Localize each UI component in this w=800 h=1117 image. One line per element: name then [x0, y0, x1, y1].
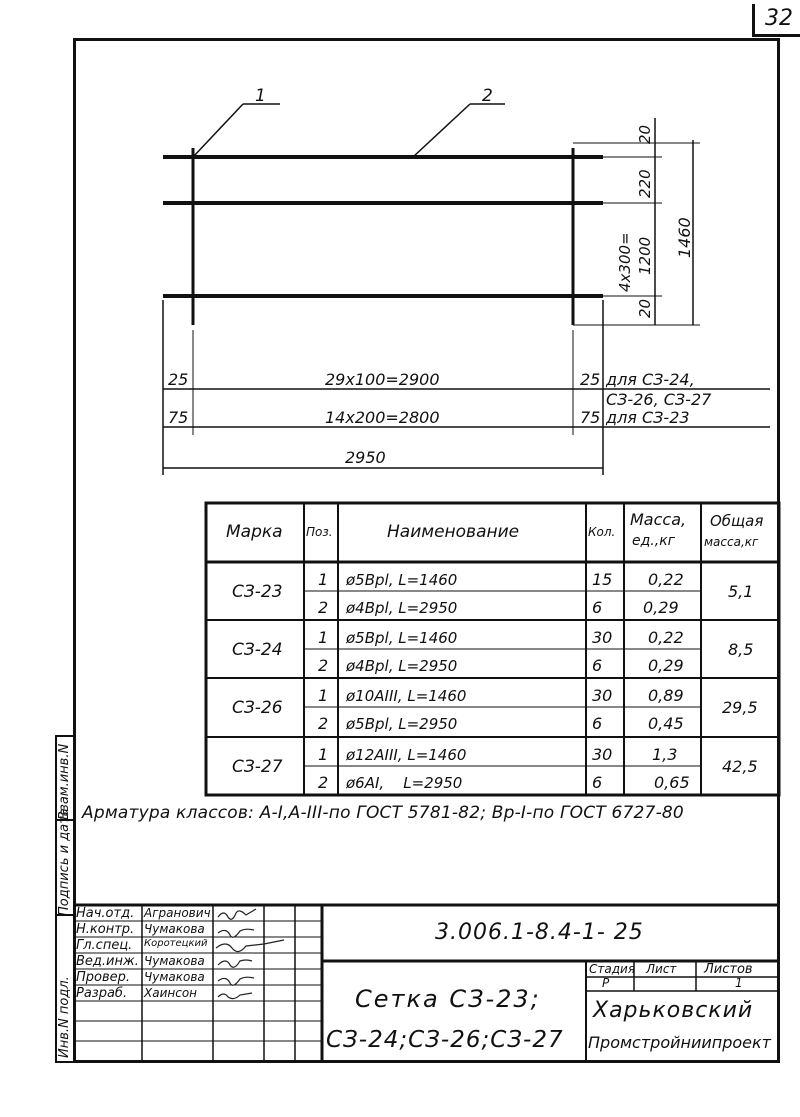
tb-role: Н.контр. [76, 922, 135, 937]
header-unit-mass-1: Масса, [630, 510, 687, 529]
dim-total-length: 2950 [345, 448, 386, 467]
row-mass: 1,3 [652, 745, 678, 764]
dim-row1-right: 25 [580, 370, 601, 389]
dim-row1-middle: 29x100=2900 [325, 370, 440, 389]
header-qty: Кол. [588, 525, 616, 539]
row-mass: 0,45 [648, 714, 684, 733]
dim-top-20: 20 [636, 124, 654, 144]
tb-role: Вед.инж. [76, 954, 139, 969]
row-qty: 30 [592, 686, 613, 705]
tb-name: Чумакова [144, 954, 205, 968]
side-label-signature-date: Подпись и дата [57, 808, 72, 916]
row-name: ø12AIII, L=1460 [346, 746, 467, 764]
row-mass: 0,29 [643, 598, 679, 617]
row-qty: 6 [592, 714, 603, 733]
row-pos: 1 [318, 570, 329, 589]
row-mass: 0,29 [648, 656, 684, 675]
sheets-label: Листов [704, 962, 753, 977]
group-total: 8,5 [728, 640, 754, 659]
organization-line2: Промстройниипроект [588, 1033, 771, 1052]
row-pos: 2 [318, 773, 329, 792]
row-mass: 0,65 [654, 773, 690, 792]
dim-4x300: 4x300= [616, 232, 634, 292]
dim-row1-note2: СЗ-26, СЗ-27 [606, 390, 712, 409]
row-qty: 30 [592, 745, 613, 764]
tb-role: Нач.отд. [76, 906, 135, 921]
header-total-mass-1: Общая [710, 512, 764, 530]
group-mark: СЗ-24 [232, 640, 283, 660]
group-total: 29,5 [722, 698, 758, 717]
row-name: ø4Bpl, L=2950 [346, 657, 458, 675]
row-name: ø5Bpl, L=1460 [346, 571, 458, 589]
group-mark: СЗ-27 [232, 757, 283, 777]
drawing-title-line1: Сетка СЗ-23; [355, 985, 541, 1013]
dim-1200: 1200 [636, 236, 654, 275]
header-unit-mass-2: ед.,кг [632, 533, 676, 549]
dim-row2-middle: 14x200=2800 [325, 408, 440, 427]
stage-label: Стадия [589, 962, 636, 976]
dim-row1-note1: для СЗ-24, [606, 370, 695, 389]
row-mass: 0,22 [648, 570, 684, 589]
dim-220: 220 [636, 169, 654, 198]
row-name: ø5Bpl, L=2950 [346, 715, 458, 733]
row-name: ø5Bpl, L=1460 [346, 629, 458, 647]
row-qty: 15 [592, 570, 613, 589]
organization-line1: Харьковский [593, 998, 754, 1023]
row-mass: 0,22 [648, 628, 684, 647]
row-name: ø10AIII, L=1460 [346, 687, 467, 705]
row-qty: 30 [592, 628, 613, 647]
dim-bottom-20: 20 [636, 298, 654, 318]
header-mark: Марка [226, 522, 283, 542]
row-pos: 1 [318, 628, 329, 647]
row-name: ø6AI, L=2950 [346, 774, 463, 792]
leader-label-1: 1 [255, 86, 266, 106]
row-qty: 6 [592, 773, 603, 792]
dim-row2-right: 75 [580, 408, 601, 427]
tb-role: Гл.спец. [76, 938, 133, 953]
tb-name: Чумакова [144, 970, 205, 984]
drawing-title-line2: СЗ-24;СЗ-26;СЗ-27 [326, 1027, 564, 1053]
row-pos: 2 [318, 598, 329, 617]
side-label-replace-inv: Взам.инв.N [57, 743, 72, 820]
row-pos: 2 [318, 714, 329, 733]
tb-name: Хаинсон [144, 986, 198, 1000]
row-name: ø4Bpl, L=2950 [346, 599, 458, 617]
header-name: Наименование [387, 522, 520, 542]
tb-name: Агранович [144, 906, 211, 920]
row-pos: 2 [318, 656, 329, 675]
document-code: 3.006.1-8.4-1- 25 [435, 920, 644, 945]
header-pos: Поз. [306, 525, 333, 539]
row-mass: 0,89 [648, 686, 684, 705]
row-qty: 6 [592, 598, 603, 617]
sheet-label: Лист [646, 962, 677, 976]
dim-row2-note: для СЗ-23 [606, 408, 690, 427]
tb-role: Разраб. [76, 986, 128, 1001]
sheets-value: 1 [735, 976, 743, 990]
row-qty: 6 [592, 656, 603, 675]
side-label-inv-original: Инв.N подл. [57, 976, 72, 1058]
row-pos: 1 [318, 745, 329, 764]
page-number: 32 [752, 4, 800, 37]
stage-value: Р [602, 976, 610, 990]
group-total: 42,5 [722, 757, 758, 776]
tb-role: Провер. [76, 970, 131, 985]
header-total-mass-2: масса,кг [704, 535, 759, 549]
dim-row2-left: 75 [168, 408, 189, 427]
row-pos: 1 [318, 686, 329, 705]
dim-total-1460: 1460 [675, 217, 694, 258]
group-mark: СЗ-26 [232, 698, 283, 718]
group-total: 5,1 [728, 582, 754, 601]
reinforcement-note: Арматура классов: A-I,A-III-по ГОСТ 5781-82; Bp-I-по ГОСТ 6727-80 [82, 803, 684, 823]
tb-name: Чумакова [144, 922, 205, 936]
dim-row1-left: 25 [168, 370, 189, 389]
group-mark: СЗ-23 [232, 582, 283, 602]
leader-label-2: 2 [482, 86, 493, 106]
tb-name: Коротецкий [144, 938, 208, 949]
